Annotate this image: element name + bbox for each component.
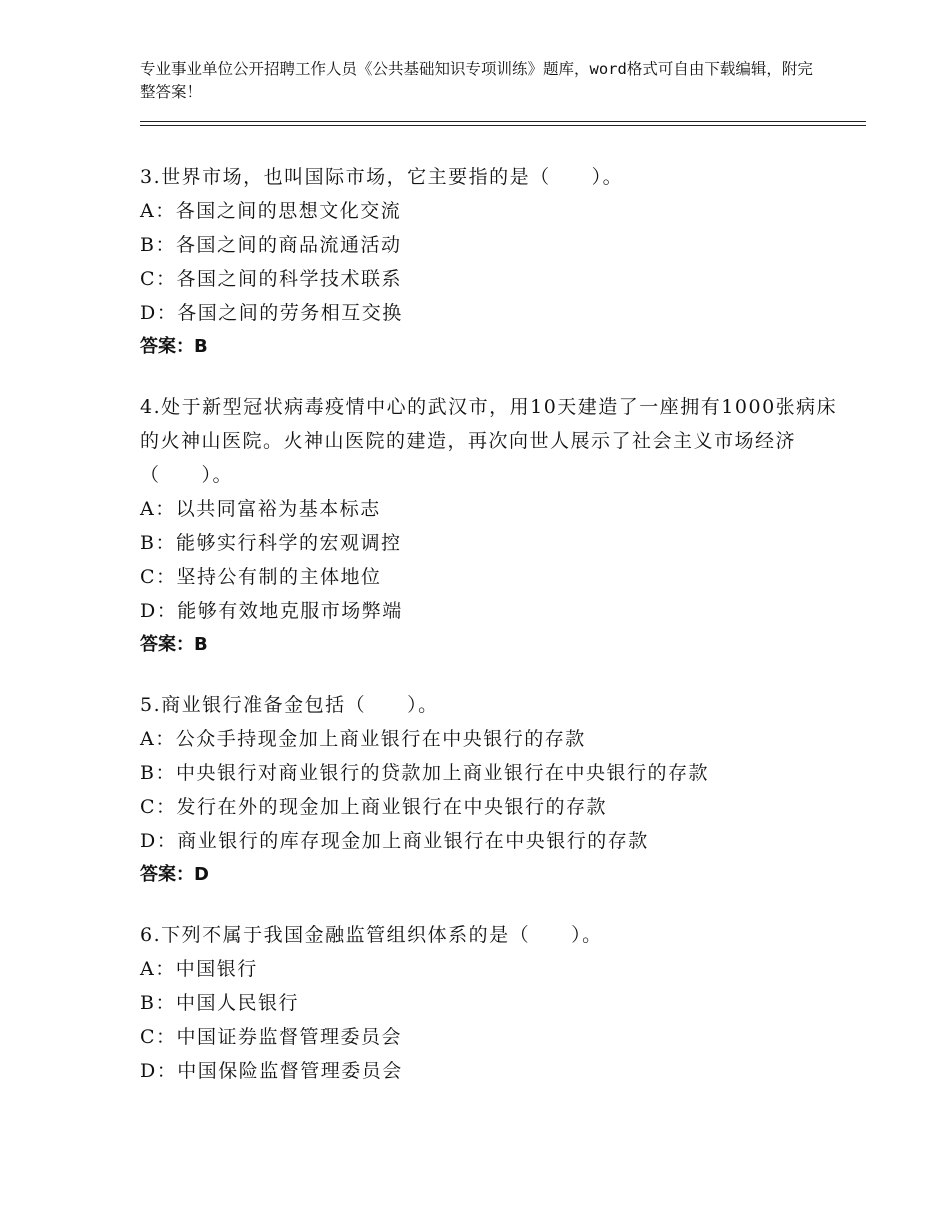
question-4 [140,390,840,662]
document-header: 专业事业单位公开招聘工作人员《公共基础知识专项训练》题库，word格式可自由下载编辑，附完整答案！ [140,60,813,101]
header-rule-bottom [140,125,866,126]
question-5 [140,688,840,892]
answer-label: 答案：B [140,634,208,655]
option-a: A：公众手持现金加上商业银行在中央银行的存款 [140,728,586,750]
answer-label: 答案：B [140,336,208,357]
option-a: A：各国之间的思想文化交流 [140,200,402,222]
option-a: A：中国银行 [140,958,258,980]
option-c: C：中国证券监督管理委员会 [140,1026,403,1048]
question-stem: 3.世界市场，也叫国际市场，它主要指的是（ ）。 [140,166,624,188]
option-c: C：坚持公有制的主体地位 [140,566,382,588]
answer-label: 答案：D [140,864,209,885]
question-6 [140,918,840,1088]
question-list [140,160,840,1114]
question-stem: 4.处于新型冠状病毒疫情中心的武汉市，用10天建造了一座拥有1000张病床的火神山医院。火神山医院的建造，再次向世人展示了社会主义市场经济（ ）。 [140,396,838,486]
question-stem: 5.商业银行准备金包括（ ）。 [140,694,439,716]
question-stem: 6.下列不属于我国金融监管组织体系的是（ ）。 [140,924,603,946]
option-d: D：能够有效地克服市场弊端 [140,600,403,622]
option-c: C：各国之间的科学技术联系 [140,268,403,290]
option-b: B：中国人民银行 [140,992,299,1014]
option-c: C：发行在外的现金加上商业银行在中央银行的存款 [140,796,608,818]
header-rule-top [140,121,866,122]
option-d: D：各国之间的劳务相互交换 [140,302,403,324]
option-b: B：中央银行对商业银行的贷款加上商业银行在中央银行的存款 [140,762,709,784]
question-3 [140,160,840,364]
option-a: A：以共同富裕为基本标志 [140,498,381,520]
option-d: D：商业银行的库存现金加上商业银行在中央银行的存款 [140,830,649,852]
option-b: B：各国之间的商品流通活动 [140,234,402,256]
option-d: D：中国保险监督管理委员会 [140,1060,403,1082]
option-b: B：能够实行科学的宏观调控 [140,532,402,554]
